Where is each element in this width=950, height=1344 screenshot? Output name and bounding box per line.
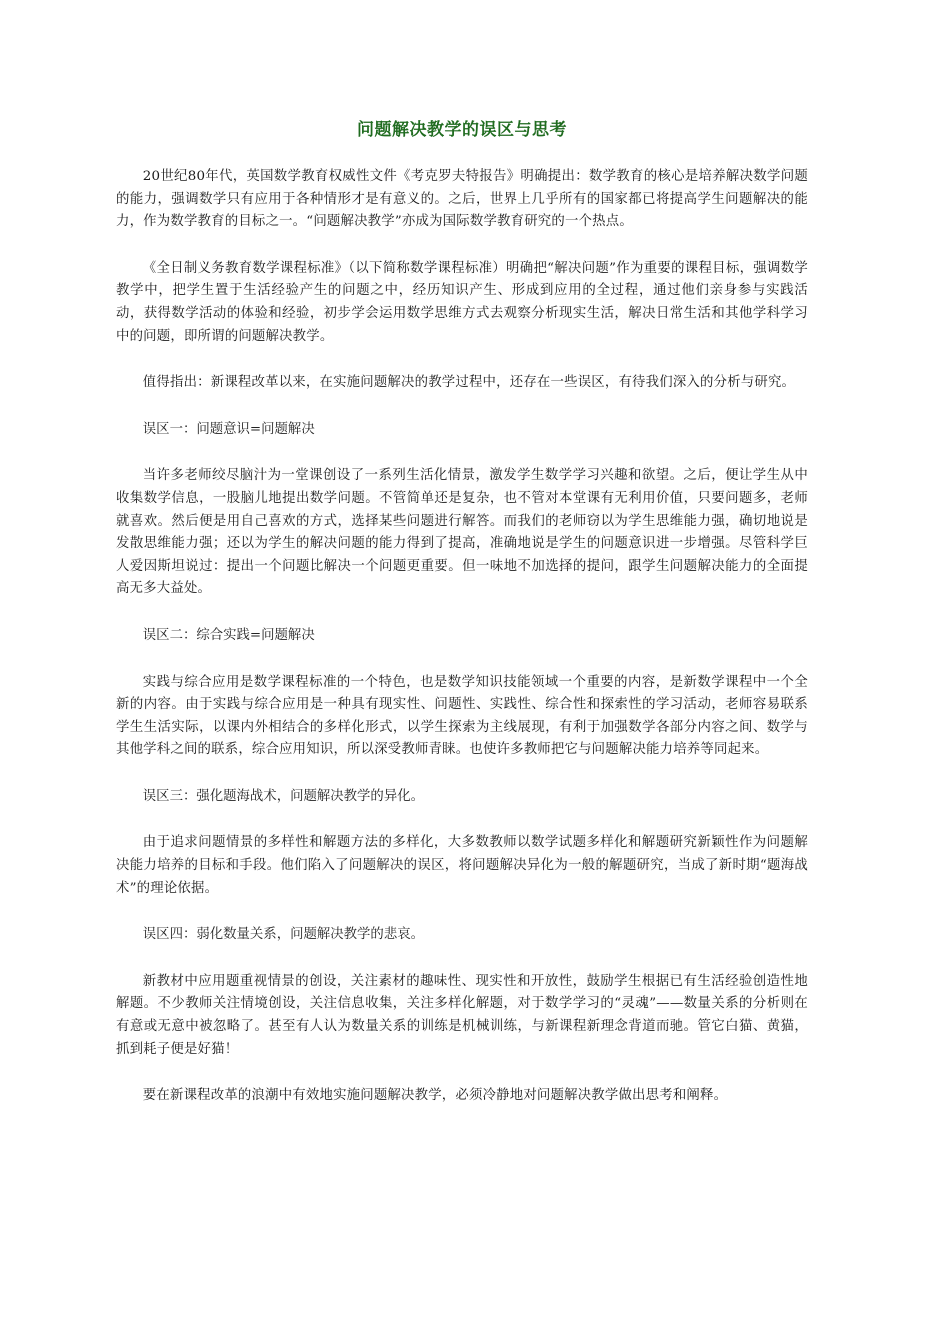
heading-misconception-4: 误区四：弱化数量关系，问题解决教学的悲哀。	[142, 927, 424, 943]
paragraph-point-out: 值得指出：新课程改革以来，在实施问题解决的教学过程中，还存在一些误区，有待我们深入的分析与研究。	[142, 375, 796, 391]
paragraph-curriculum-standard: 《全日制义务教育数学课程标准》（以下简称数学课程标准）明确把“解决问题”作为重要的课程目标，强调数学教学中，把学生置于生活经验产生的问题之中，经历知识产生、形成到应用的全过程，通过他们亲身参与实践活动，获得数学活动的体验和经验，初步学会运用数学思维方式去观察分析现实生活，解决日常生活和其他学科学习中的问题，即所谓的问题解决教学。	[116, 260, 808, 344]
paragraph-misconception-1: 当许多老师绞尽脑汁为一堂课创设了一系列生活化情景，激发学生数学学习兴趣和欲望。之后，便让学生从中收集数学信息，一股脑儿地提出数学问题。不管简单还是复杂，也不管对本堂课有无利用价值，只要问题多，老师就喜欢。然后便是用自己喜欢的方式，选择某些问题进行解答。而我们的老师窃以为学生思维能力强，确切地说是发散思维能力强；还以为学生的解决问题的能力得到了提高，准确地说是学生的问题意识进一步增强。尽管科学巨人爱因斯坦说过：提出一个问题比解决一个问题更重要。但一味地不加选择的提问，跟学生问题解决能力的全面提高无多大益处。	[116, 468, 808, 597]
paragraph-intro: 20世纪80年代，英国数学教育权威性文件《考克罗夫特报告》明确提出：数学教育的核心是培养解决数学问题的能力，强调数学只有应用于各种情形才是有意义的。之后，世界上几乎所有的国家都已将提高学生问题解决的能力，作为数学教育的目标之一。“问题解决教学”亦成为国际数学教育研究的一个热点。	[116, 169, 808, 230]
paragraph-conclusion: 要在新课程改革的浪潮中有效地实施问题解决教学，必须冷静地对问题解决教学做出思考和阐释。	[142, 1088, 728, 1104]
paragraph-misconception-4: 新教材中应用题重视情景的创设，关注素材的趣味性、现实性和开放性，鼓励学生根据已有生活经验创造性地解题。不少教师关注情境创设，关注信息收集，关注多样化解题，对于数学学习的“灵魂”——数量关系的分析则在有意或无意中被忽略了。甚至有人认为数量关系的训练是机械训练，与新课程新理念背道而驰。管它白猫、黄猫，抓到耗子便是好猫！	[116, 973, 808, 1057]
paragraph-misconception-3: 由于追求问题情景的多样性和解题方法的多样化，大多数教师以数学试题多样化和解题研究新颖性作为问题解决能力培养的目标和手段。他们陷入了问题解决的误区，将问题解决异化为一般的解题研究，当成了新时期“题海战术”的理论依据。	[116, 835, 808, 896]
heading-misconception-3: 误区三：强化题海战术，问题解决教学的异化。	[142, 788, 424, 804]
paragraph-misconception-2: 实践与综合应用是数学课程标准的一个特色，也是数学知识技能领域一个重要的内容，是新数学课程中一个全新的内容。由于实践与综合应用是一种具有现实性、问题性、实践性、综合性和探索性的学习活动，老师容易联系学生生活实际，以课内外相结合的多样化形式，以学生探索为主线展现，有利于加强数学各部分内容之间、数学与其他学科之间的联系，综合应用知识，所以深受教师青睐。也使许多教师把它与问题解决能力培养等同起来。	[116, 674, 808, 758]
heading-misconception-1: 误区一：问题意识=问题解决	[142, 421, 315, 437]
document-title: 问题解决教学的误区与思考	[357, 120, 567, 140]
heading-misconception-2: 误区二：综合实践=问题解决	[142, 627, 315, 643]
document-page	[116, 118, 808, 1132]
